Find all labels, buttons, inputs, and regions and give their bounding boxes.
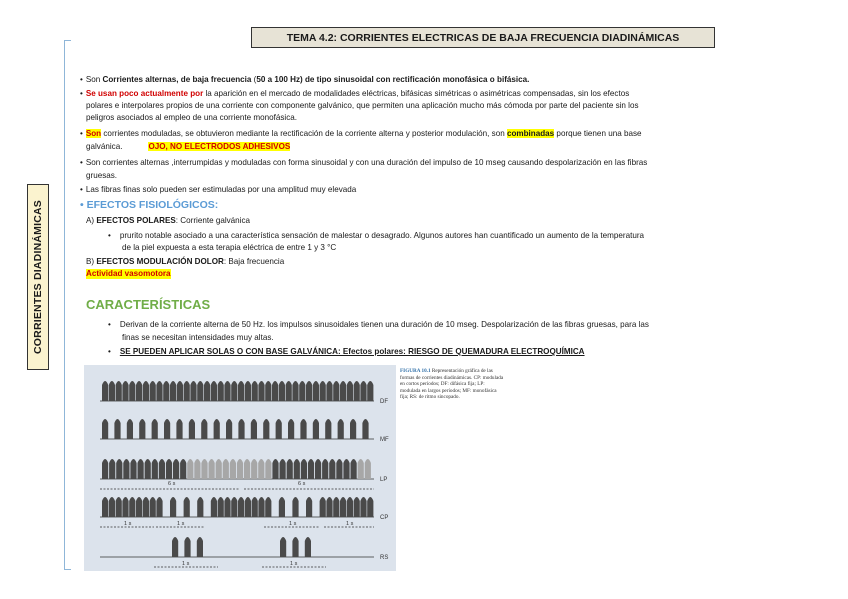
pulse (365, 459, 371, 479)
pulse (251, 459, 257, 479)
pulse (252, 497, 258, 517)
pulse (226, 419, 232, 439)
pulse (184, 497, 190, 517)
pulse (362, 419, 368, 439)
pulse (218, 381, 224, 401)
pulse (156, 497, 162, 517)
pulse (184, 537, 190, 557)
bullet-3: • Son corrientes moduladas, se obtuvieron mediante la rectificación de la corriente alterna y posterior modulación, son combinadas porque tienen una base (80, 129, 642, 139)
caracteristicas-heading: CARACTERÍSTICAS (86, 297, 211, 312)
rs-mark-1: 1 s (182, 561, 190, 567)
pulse (116, 459, 122, 479)
pulse (211, 497, 217, 517)
row-label-RS: RS (380, 555, 389, 561)
pulse (194, 459, 200, 479)
pulse (122, 381, 128, 401)
pulse (288, 419, 294, 439)
pulse (211, 381, 217, 401)
pulse (252, 381, 258, 401)
pulse (280, 459, 286, 479)
pulse (244, 459, 250, 479)
waveform-figure (84, 365, 396, 571)
pulse (251, 419, 257, 439)
pulse (238, 419, 244, 439)
pulse (292, 497, 298, 517)
pulse (338, 419, 344, 439)
pulse (313, 419, 319, 439)
pulse (305, 537, 311, 557)
pulse (276, 419, 282, 439)
efectos-b: B) EFECTOS MODULACIÓN DOLOR: Baja frecuencia (86, 257, 285, 266)
pulse (136, 381, 142, 401)
pulse (343, 459, 349, 479)
efectos-a-item: • prurito notable asociado a una característica sensación de malestar o desagrado. Algunos autores han cuantificado un aumento de la temperatura (108, 231, 645, 240)
pulse (272, 459, 278, 479)
pulse (116, 497, 122, 517)
pulse (176, 419, 182, 439)
pulse (294, 459, 300, 479)
side-label: CORRIENTES DIADINÁMICAS (32, 200, 44, 354)
pulse (102, 497, 108, 517)
bullet-3-line-2: galvánica. OJO, NO ELECTRODOS ADHESIVOS (86, 142, 291, 151)
pulse (150, 381, 156, 401)
pulse (152, 419, 158, 439)
pulse (245, 381, 251, 401)
pulse (245, 497, 251, 517)
pulse (189, 419, 195, 439)
pulse (265, 381, 271, 401)
pulse (145, 459, 151, 479)
pulse (329, 459, 335, 479)
pulse (258, 497, 264, 517)
pulse (340, 497, 346, 517)
pulse (129, 497, 135, 517)
pulse (164, 419, 170, 439)
pulse (320, 381, 326, 401)
caracteristicas-item-1-line-2: finas se necesitan intensidades muy altas. (122, 333, 274, 342)
pulse (122, 497, 128, 517)
pulse (301, 459, 307, 479)
pulse (204, 381, 210, 401)
pulse (201, 419, 207, 439)
pulse (136, 497, 142, 517)
pulse (238, 497, 244, 517)
cp-mark-1: 1 s (124, 521, 132, 527)
pulse (109, 497, 115, 517)
pulse (354, 381, 360, 401)
lp-mark-2: 6 s (298, 481, 306, 487)
side-label-box (27, 184, 49, 370)
pulse (184, 381, 190, 401)
pulse (322, 459, 328, 479)
pulse (313, 381, 319, 401)
pulse (231, 497, 237, 517)
pulse (367, 497, 373, 517)
pulse (129, 381, 135, 401)
pulse (325, 419, 331, 439)
pulse (143, 497, 149, 517)
pulse (150, 497, 156, 517)
pulse (102, 419, 108, 439)
pulse (358, 459, 364, 479)
waveform-diagram (84, 365, 396, 571)
bullet-1: • Son Corrientes alternas, de baja frecuencia (50 a 100 Hz) de tipo sinusoidal con rectificación monofásica o bifásica. (80, 75, 529, 85)
pulse (265, 497, 271, 517)
caracteristicas-item-2: • SE PUEDEN APLICAR SOLAS O CON BASE GALVÁNICA: Efectos polares: RIESGO DE QUEMADURA ELECTROQUÍMICA (108, 347, 585, 356)
pulse (237, 459, 243, 479)
pulse (197, 381, 203, 401)
pulse (102, 459, 108, 479)
pulse (216, 459, 222, 479)
pulse (287, 459, 293, 479)
row-label-LP: LP (380, 477, 388, 483)
pulse (214, 419, 220, 439)
pulse (286, 381, 292, 401)
pulse (190, 381, 196, 401)
pulse (326, 381, 332, 401)
pulse (223, 459, 229, 479)
bullet-4: • Son corrientes alternas ,interrumpidas y moduladas con forma sinusoidal y con una duración del impulso de 10 mseg causando despolarización en las fibras (80, 158, 647, 168)
pulse (173, 459, 179, 479)
pulse (139, 419, 145, 439)
page-title: TEMA 4.2: CORRIENTES ELECTRICAS DE BAJA FRECUENCIA DIADINÁMICAS (251, 27, 715, 48)
pulse (138, 459, 144, 479)
bullet-2-line-3: peligros asociados al empleo de una corriente monofásica. (86, 113, 298, 122)
pulse (163, 381, 169, 401)
pulse (177, 381, 183, 401)
pulse (367, 381, 373, 401)
efectos-a: A) EFECTOS POLARES: Corriente galvánica (86, 216, 251, 225)
pulse (238, 381, 244, 401)
pulse (172, 537, 178, 557)
bullet-4-line-2: gruesas. (86, 171, 118, 180)
pulse (143, 381, 149, 401)
pulse (127, 419, 133, 439)
pulse (130, 459, 136, 479)
pulse (292, 537, 298, 557)
pulse (360, 381, 366, 401)
left-bracket (64, 40, 71, 570)
pulse (230, 459, 236, 479)
pulse (272, 381, 278, 401)
pulse (123, 459, 129, 479)
pulse (197, 497, 203, 517)
caracteristicas-item-1: • Derivan de la corriente alterna de 50 Hz. los impulsos sinusoidales tienen una duración de 10 mseg. Despolarización de las fibras gruesas, para las (108, 320, 649, 329)
pulse (114, 419, 120, 439)
pulse (292, 381, 298, 401)
lp-mark-1: 6 s (168, 481, 176, 487)
pulse (340, 381, 346, 401)
efectos-heading: • EFECTOS FISIOLÓGICOS: (80, 199, 219, 211)
pulse (299, 381, 305, 401)
rs-mark-2: 1 s (290, 561, 298, 567)
pulse (350, 419, 356, 439)
pulse (197, 537, 203, 557)
pulse (170, 381, 176, 401)
pulse (360, 497, 366, 517)
cp-mark-3: 1 s (289, 521, 297, 527)
pulse (333, 381, 339, 401)
bullet-2-line-2: polares e interpolares propios de una corriente con componente galvánico, que permiten una aplicación mucho más cómoda por parte del paciente sin los (86, 101, 639, 110)
pulse (306, 497, 312, 517)
row-label-DF: DF (380, 399, 388, 405)
pulse (279, 381, 285, 401)
pulse (258, 459, 264, 479)
pulse (224, 381, 230, 401)
pulse (326, 497, 332, 517)
efectos-a-item-line-2: de la piel expuesta a esta terapia eléctrica de entre 1 y 3 °C (122, 243, 337, 252)
pulse (159, 459, 165, 479)
bullet-5: • Las fibras finas solo pueden ser estimuladas por una amplitud muy elevada (80, 185, 356, 195)
pulse (170, 497, 176, 517)
pulse (224, 497, 230, 517)
pulse (333, 497, 339, 517)
pulse (347, 497, 353, 517)
pulse (166, 459, 172, 479)
row-label-MF: MF (380, 437, 389, 443)
pulse (351, 459, 357, 479)
pulse (109, 381, 115, 401)
pulse (201, 459, 207, 479)
bullet-2: • Se usan poco actualmente por la aparición en el mercado de modalidades eléctricas, bifásicas simétricas o asimétricas compensadas, sin los efectos (80, 89, 629, 99)
figure-caption: FIGURA 10.1 Representación gráfica de las formas de corrientes diadinámicas. CP: modulada en cortos períodos; DF: difásica fija; LP: modulada en largos períodos; MF: monofásica fija; RS: de ritmo sincopado. (400, 368, 504, 401)
pulse (315, 459, 321, 479)
pulse (102, 381, 108, 401)
pulse (180, 459, 186, 479)
pulse (308, 459, 314, 479)
pulse (218, 497, 224, 517)
actividad-vasomotora: Actividad vasomotora (86, 269, 171, 278)
pulse (336, 459, 342, 479)
pulse (279, 497, 285, 517)
pulse (109, 459, 115, 479)
pulse (347, 381, 353, 401)
pulse (354, 497, 360, 517)
pulse (306, 381, 312, 401)
cp-mark-2: 1 s (177, 521, 185, 527)
pulse (320, 497, 326, 517)
cp-mark-4: 1 s (346, 521, 354, 527)
pulse (116, 381, 122, 401)
pulse (258, 381, 264, 401)
pulse (263, 419, 269, 439)
row-label-CP: CP (380, 515, 389, 521)
pulse (209, 459, 215, 479)
pulse (156, 381, 162, 401)
pulse (187, 459, 193, 479)
pulse (300, 419, 306, 439)
pulse (280, 537, 286, 557)
pulse (231, 381, 237, 401)
pulse (265, 459, 271, 479)
pulse (152, 459, 158, 479)
